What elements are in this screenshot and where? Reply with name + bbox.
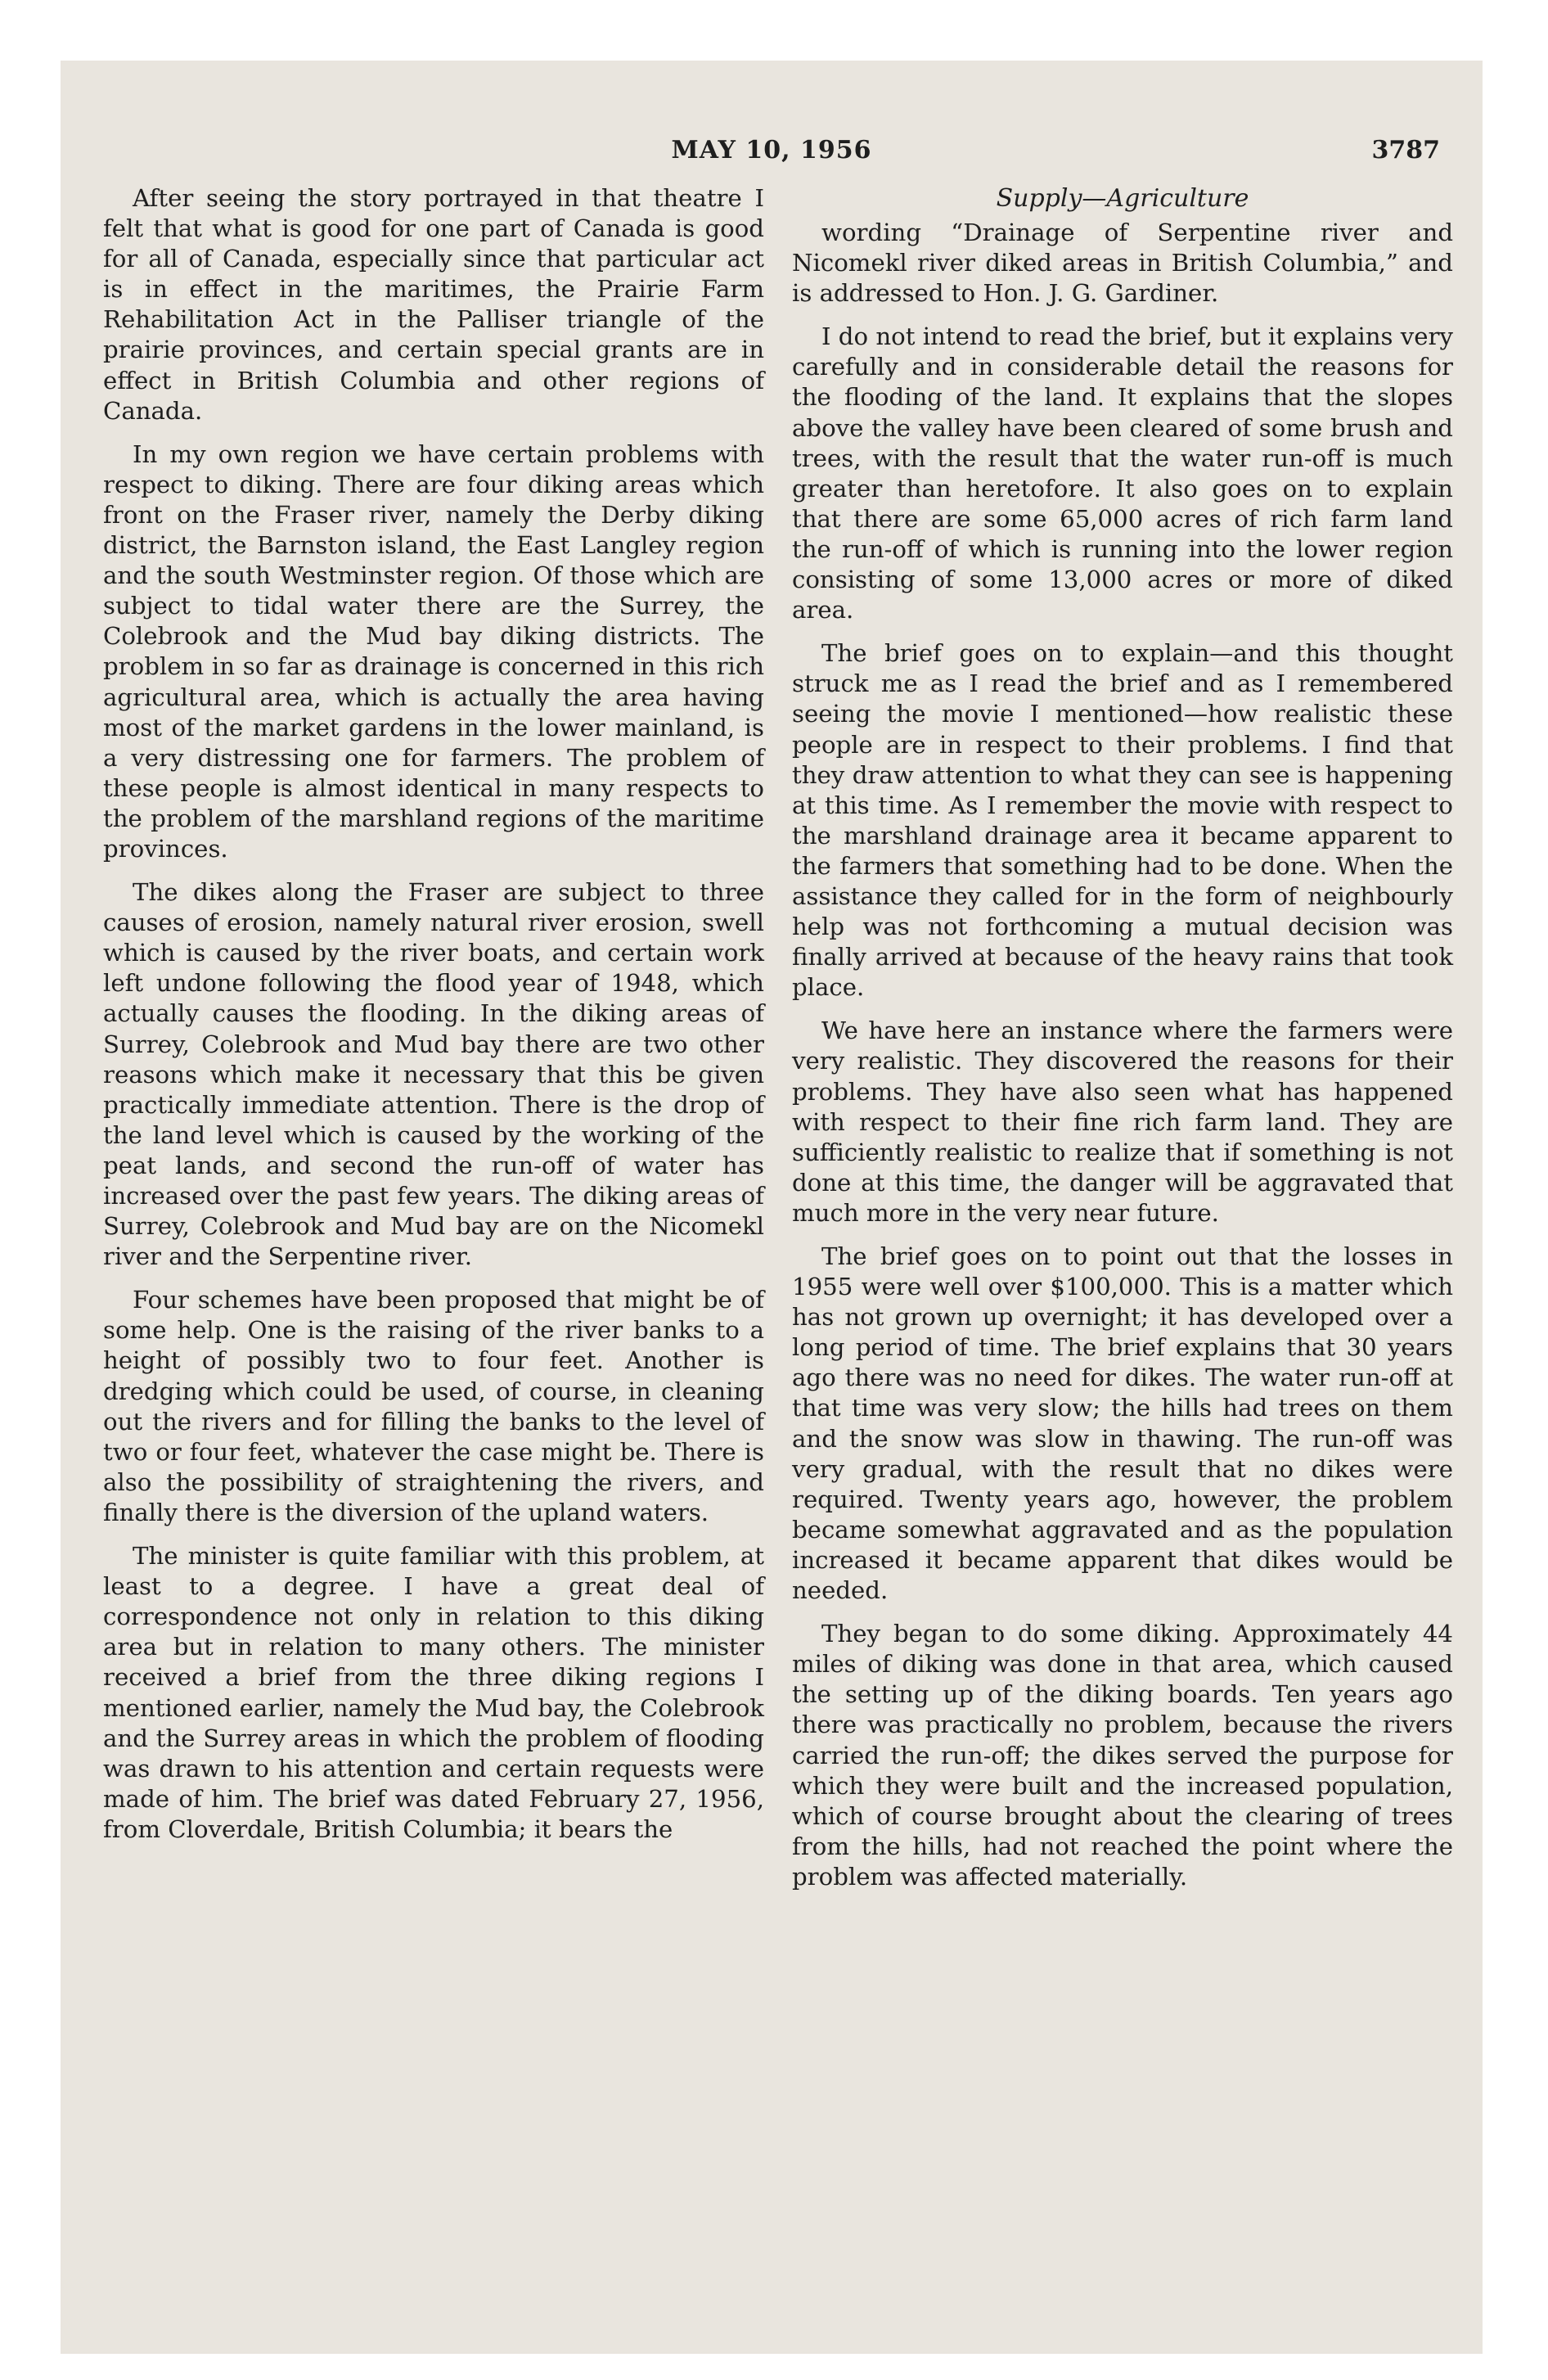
- page-sheet: [61, 61, 1483, 2354]
- paragraph: After seeing the story portrayed in that theatre I felt that what is good for one part of Canada is good for all of Canada, especially since that particular act is in effect in the maritimes, the Prairie Farm Rehabilitation Act in the Palliser triangle of the prairie provinces, and certain special grants are in effect in British Columbia and other regions of Canada.: [103, 184, 764, 425]
- paragraph: In my own region we have certain problems with respect to diking. There are four diking areas which front on the Fraser river, namely the Derby diking district, the Barnston island, the East Langley region and the south Westminster region. Of those which are subject to tidal water there are the Surrey, the Colebrook and the Mud bay diking districts. The problem in so far as drainage is concerned in this rich agricultural area, which is actually the area having most of the market gardens in the lower mainland, is a very distressing one for farmers. The problem of these people is almost identical in many respects to the problem of the marshland regions of the maritime provinces.: [103, 439, 764, 863]
- paragraph: wording “Drainage of Serpentine river and Nicomekl river diked areas in British Columbia,” and is addressed to Hon. J. G. Gardiner.: [792, 219, 1453, 308]
- page-number: 3787: [1371, 136, 1440, 165]
- paragraph: The minister is quite familiar with this problem, at least to a degree. I have a great deal of correspondence not only in relation to this diking area but in relation to many others. The minister received a brief from the three diking regions I mentioned earlier, namely the Mud bay, the Colebrook and the Surrey areas in which the problem of flooding was drawn to his attention and certain requests were made of him. The brief was dated February 27, 1956, from Cloverdale, British Columbia; it bears the: [103, 1542, 764, 1843]
- page-header: [61, 136, 1483, 177]
- paragraph: The brief goes on to point out that the losses in 1955 were well over $100,000. This is a matter which has not grown up overnight; it has developed over a long period of time. The brief explains that 30 years ago there was no need for dikes. The water run-off at that time was very slow; the hills had trees on them and the snow was slow in thawing. The run-off was very gradual, with the result that no dikes were required. Twenty years ago, however, the problem became somewhat aggravated and as the population increased it became apparent that dikes would be needed.: [792, 1242, 1453, 1605]
- left-column: [103, 183, 764, 1858]
- paragraph: The brief goes on to explain—and this thought struck me as I read the brief and as I remembered seeing the movie I mentioned—how realistic these people are in respect to their problems. I find that they draw attention to what they can see is happening at this time. As I remember the movie with respect to the marshland drainage area it became apparent to the farmers that something had to be done. When the assistance they called for in the form of neighbourly help was not forthcoming a mutual decision was finally arrived at because of the heavy rains that took place.: [792, 639, 1453, 1002]
- paragraph: They began to do some diking. Approximately 44 miles of diking was done in that area, which caused the setting up of the diking boards. Ten years ago there was practically no problem, because the rivers carried the run-off; the dikes served the purpose for which they were built and the increased population, which of course brought about the clearing of trees from the hills, had not reached the point where the problem was affected materially.: [792, 1620, 1453, 1891]
- paragraph: I do not intend to read the brief, but it explains very carefully and in considerable detail the reasons for the flooding of the land. It explains that the slopes above the valley have been cleared of some brush and trees, with the result that the water run-off is much greater than heretofore. It also goes on to explain that there are some 65,000 acres of rich farm land the run-off of which is running into the lower region consisting of some 13,000 acres or more of diked area.: [792, 322, 1454, 624]
- section-heading: Supply—Agriculture: [996, 184, 1249, 213]
- header-date: MAY 10, 1956: [671, 136, 872, 165]
- paragraph: We have here an instance where the farmers were very realistic. They discovered the reasons for their problems. They have also seen what has happened with respect to their fine rich farm land. They are sufficiently realistic to realize that if something is not done at this time, the danger will be aggravated that much more in the very near future.: [792, 1016, 1453, 1227]
- right-column: [792, 183, 1453, 1905]
- paragraph: Four schemes have been proposed that might be of some help. One is the raising of the river banks to a height of possibly two to four feet. Another is dredging which could be used, of course, in cleaning out the rivers and for filling the banks to the level of two or four feet, whatever the case might be. There is also the possibility of straightening the rivers, and finally there is the diversion of the upland waters.: [103, 1286, 764, 1526]
- paragraph: The dikes along the Fraser are subject to three causes of erosion, namely natural river erosion, swell which is caused by the river boats, and certain work left undone following the flood year of 1948, which actually causes the flooding. In the diking areas of Surrey, Colebrook and Mud bay there are two other reasons which make it necessary that this be given practically immediate attention. There is the drop of the land level which is caused by the working of the peat lands, and second the run-off of water has increased over the past few years. The diking areas of Surrey, Colebrook and Mud bay are on the Nicomekl river and the Serpentine river.: [103, 878, 764, 1271]
